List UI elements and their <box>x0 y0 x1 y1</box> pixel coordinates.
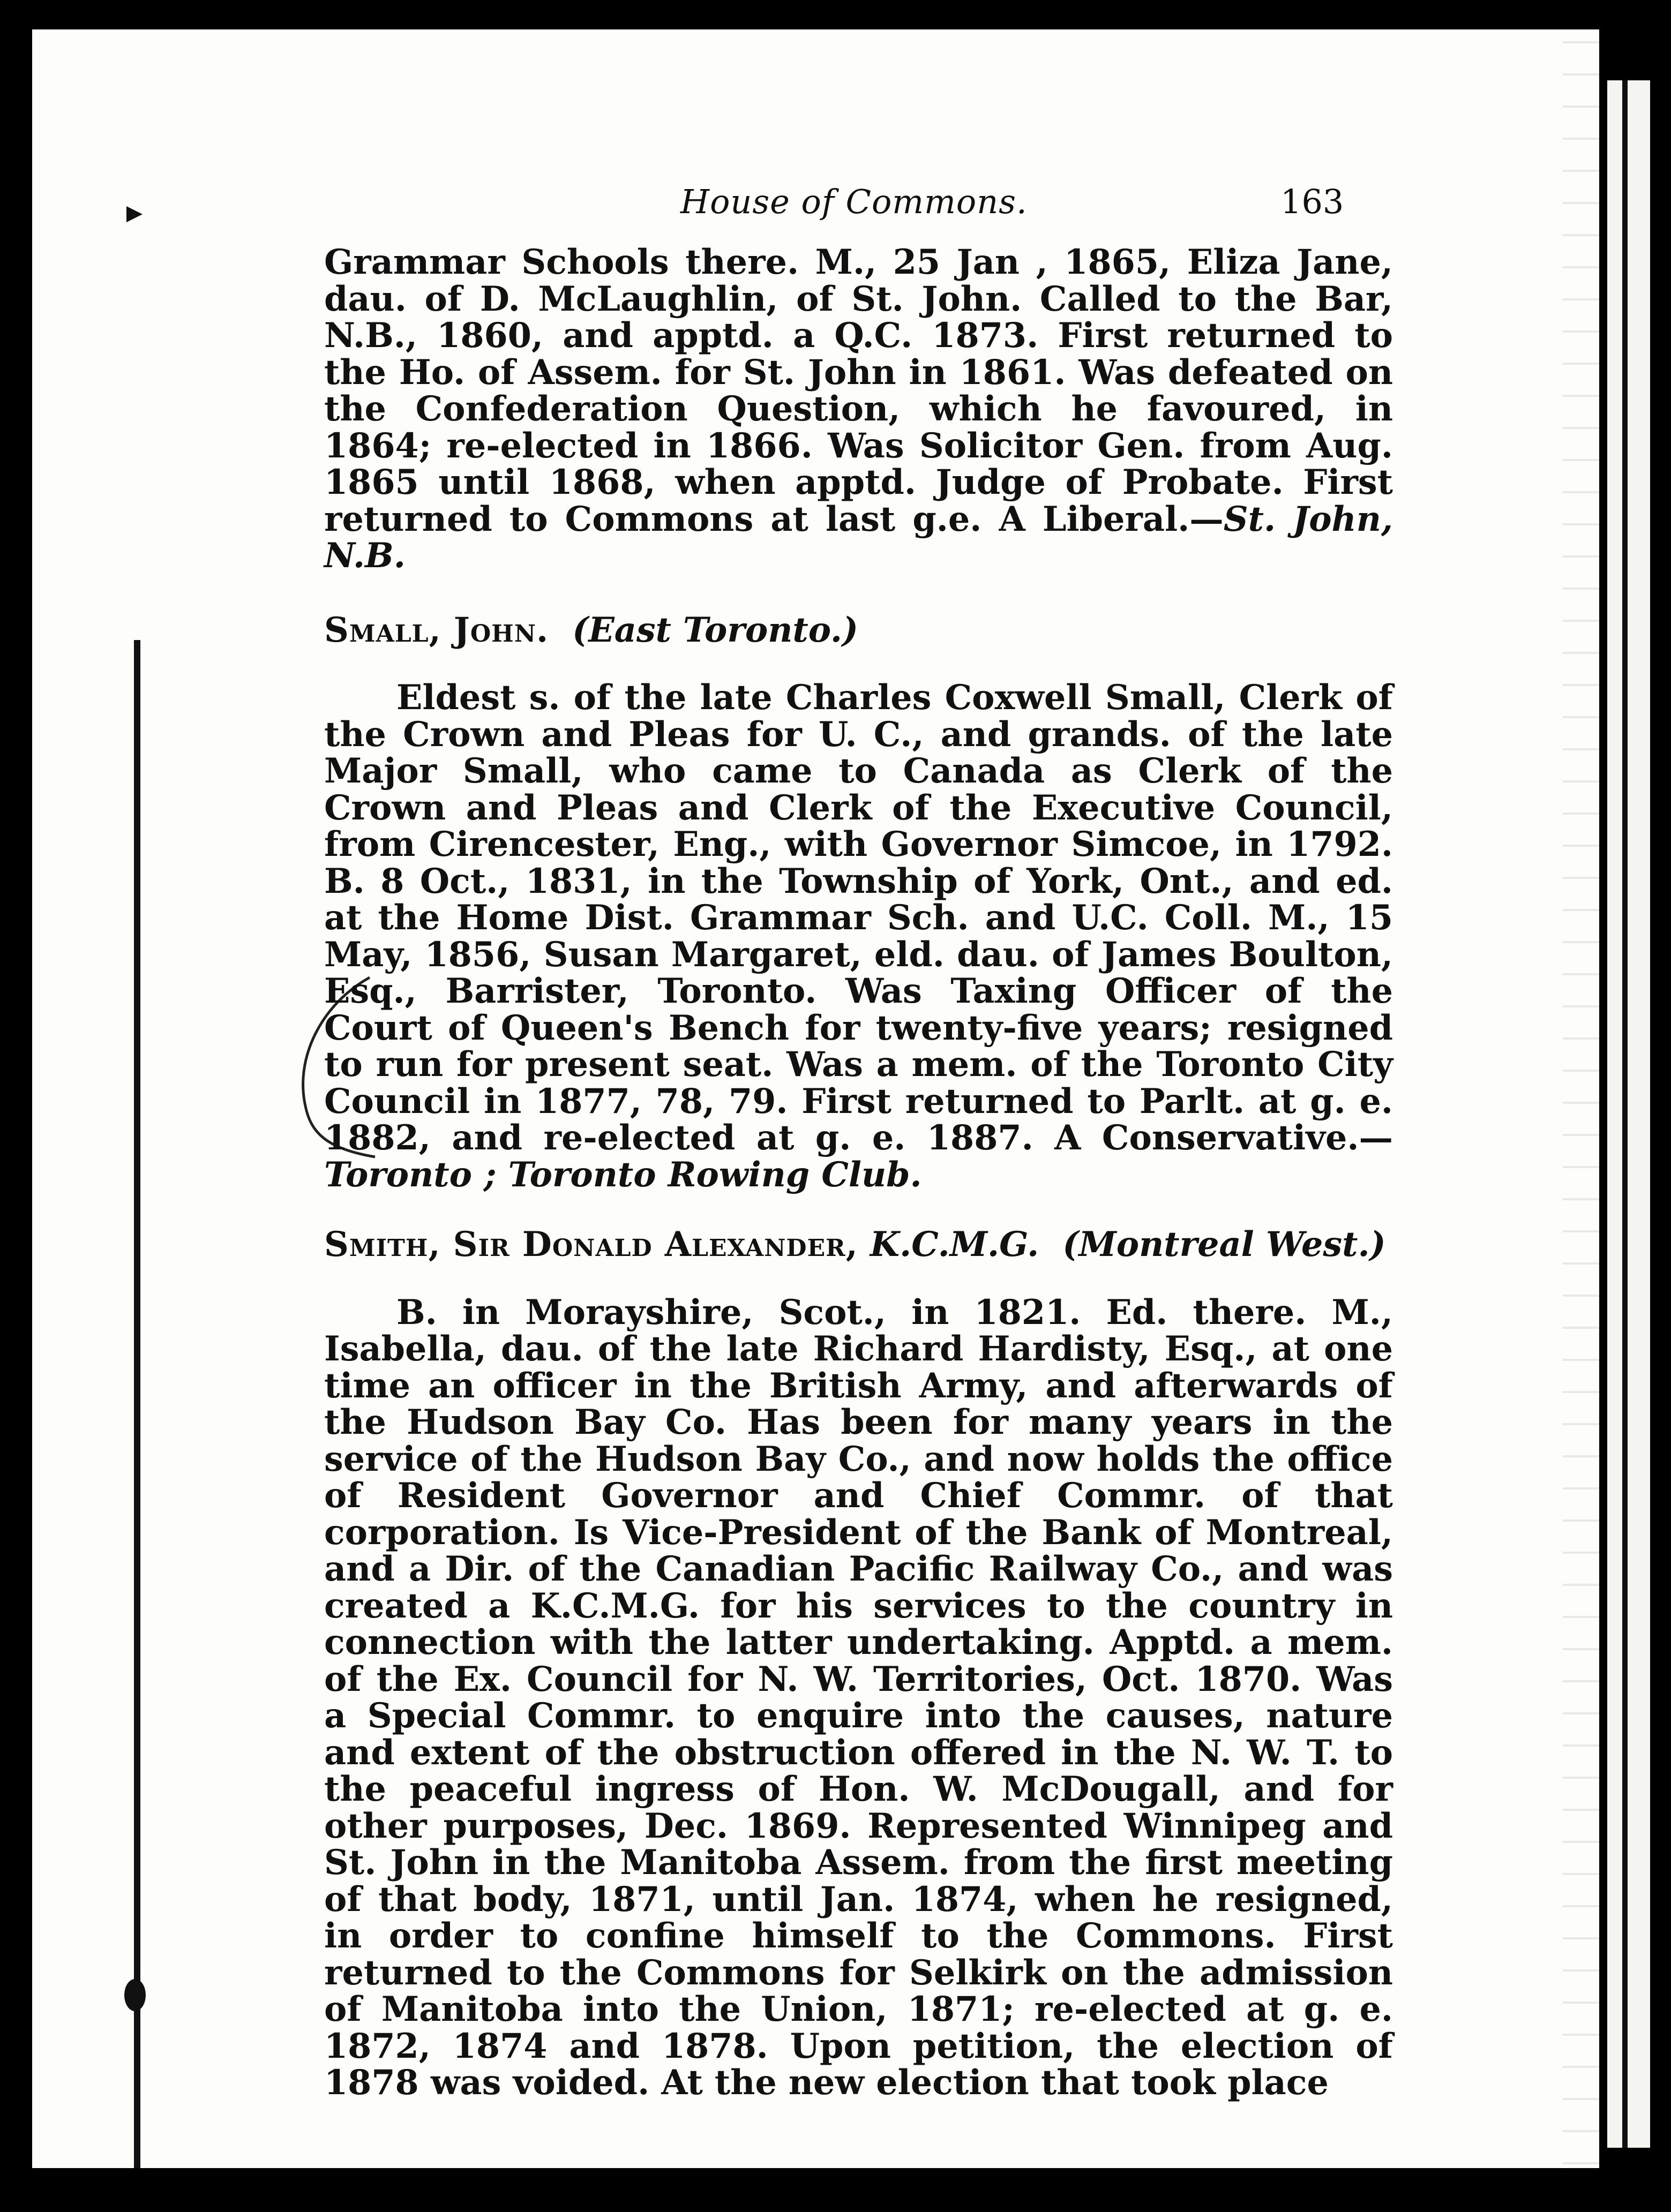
book-page <box>32 29 1599 2169</box>
entry-biography-smith <box>324 1291 1393 2102</box>
running-title: House of Commons. <box>680 182 1028 221</box>
entry-name: Smith, Sir Donald Alexander, <box>324 1224 858 1264</box>
page-body <box>324 244 1393 2101</box>
margin-mark <box>124 1979 146 2011</box>
intro-constituency: St. John, N.B. <box>324 498 1393 575</box>
intro-text: Grammar Schools there. M., 25 Jan , 1865, Eliza Jane, dau. of D. McLaughlin, of St. John. Called to the Bar, N.B., 1860, and apptd. a Q.C. 1873. First returned to the Ho. of Assem. for St. John in 1861. Was defeated on the Confederation Question, which he favoured, in 1864; re-elected in 1866. Was Solicitor Gen. from Aug. 1865 until 1868, when apptd. Judge of Probate. First returned to Commons at last g.e. A Liberal.— <box>324 242 1393 539</box>
scan-border <box>0 2168 1671 2212</box>
intro-paragraph <box>324 244 1393 574</box>
entry-text: Eldest s. of the late Charles Coxwell Small, Clerk of the Crown and Pleas for U. C., and grands. of the late Major Small, who came to Canada as Clerk of the Crown and Pleas and Clerk of the Executive Council, from Cirencester, Eng., with Governor Simcoe, in 1792. B. 8 Oct., 1831, in the Township of York, Ont., and ed. at the Home Dist. Grammar Sch. and U.C. Coll. M., 15 May, 1856, Susan Margaret, eld. dau. of James Boulton, Esq., Barrister, Toronto. Was Taxing Officer of the Court of Queen's Bench for twenty-five years; resigned to run for present seat. Was a mem. of the Toronto City Council in 1877, 78, 79. First returned to Parlt. at g. e. 1882, and re-elected at g. e. 1887. A Conservative.— <box>324 677 1393 1157</box>
margin-mark <box>126 206 143 222</box>
page-edge <box>1563 29 1599 2169</box>
margin-rule <box>134 640 140 2169</box>
page-stack-edge <box>1607 80 1650 2148</box>
entry-heading-small <box>324 609 1393 650</box>
entry-riding: (East Toronto.) <box>572 609 859 650</box>
entry-biography-small <box>324 679 1393 1193</box>
page-number: 163 <box>1280 182 1344 221</box>
entry-tail: Toronto ; Toronto Rowing Club. <box>324 1154 922 1194</box>
entry-text: B. in Morayshire, Scot., in 1821. Ed. there. M., Isabella, dau. of the late Richard Hardisty, Esq., at one time an officer in the British Army, and afterwards of the Hudson Bay Co. Has been for many years in the service of the Hudson Bay Co., and now holds the office of Resident Governor and Chief Commr. of that corporation. Is Vice-President of the Bank of Montreal, and a Dir. of the Canadian Pacific Railway Co., and was created a K.C.M.G. for his services to the country in connection with the latter undertaking. Apptd. a mem. of the Ex. Council for N. W. Territories, Oct. 1870. Was a Special Commr. to enquire into the causes, nature and extent of the obstruction offered in the N. W. T. to the peaceful ingress of Hon. W. McDougall, and for other purposes, Dec. 1869. Represented Winnipeg and St. John in the Manitoba Assem. from the first meeting of that body, 1871, until Jan. 1874, when he resigned, in order to confine himself to the Commons. First returned to the Commons for Selkirk on the admission of Manitoba into the Union, 1871; re-elected at g. e. 1872, 1874 and 1878. Upon petition, the election of 1878 was voided. At the new election that took place <box>324 1291 1393 2102</box>
entry-honour: K.C.M.G. <box>870 1224 1039 1264</box>
entry-name: Small, John. <box>324 609 549 650</box>
entry-heading-smith <box>324 1226 1393 1263</box>
entry-riding: (Montreal West.) <box>1062 1224 1386 1264</box>
